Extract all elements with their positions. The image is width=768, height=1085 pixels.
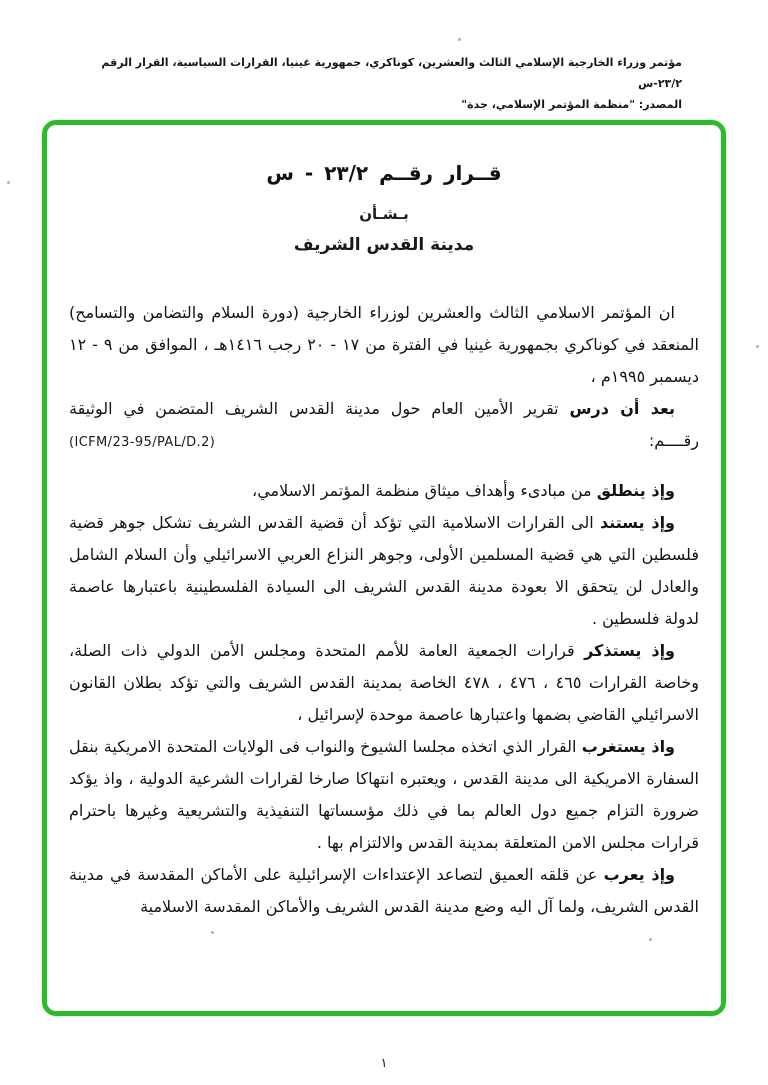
scan-speck (458, 38, 461, 41)
paragraph-lead: وإذ يستند (599, 513, 675, 532)
paragraph-lead: بعد أن درس (569, 399, 676, 418)
paragraph-text: قرارات الجمعية العامة للأمم المتحدة ومجلس الأمن الدولي ذات الصلة، وخاصة القرارات ٤٦٥ ، ٤٧٦ ، ٤٧٨ الخاصة بمدينة القدس الشريف والتي تؤكد بطلان القانون الاسرائيلي القاضي بضمها واعتبارها عاصمة موحدة لإسرائيل ، (69, 641, 699, 724)
resolution-title: قــرار رقــم ٢٣/٢ - س (266, 161, 502, 185)
body-paragraph (69, 635, 699, 731)
scan-speck (756, 345, 759, 348)
paragraph-lead: وإذ ينطلق (596, 481, 675, 500)
body-paragraph (69, 393, 699, 425)
resolution-body (69, 297, 699, 923)
body-paragraph (69, 507, 699, 635)
reference-label: رقــــم: (648, 431, 699, 450)
document-reference-line (69, 425, 699, 459)
scan-speck (649, 938, 652, 941)
body-paragraph (69, 475, 699, 507)
header-source-line: المصدر: "منظمة المؤتمر الإسلامي، جدة" (461, 98, 682, 111)
paragraph-text: تقرير الأمين العام حول مدينة القدس الشريف المتضمن في الوثيقة (69, 399, 570, 418)
scan-speck (7, 181, 10, 184)
body-paragraph (69, 297, 699, 393)
paragraph-lead: واذ يستغرب (581, 737, 675, 756)
body-paragraph (69, 859, 699, 923)
header-citation-line: مؤتمر وزراء الخارجية الإسلامي الثالث والعشرين، كوناكري، جمهورية غينيا، القرارات السياسية، القرار الرقم ٢٣/٢-س (101, 56, 682, 90)
paragraph-lead: وإذ يعرب (603, 865, 675, 884)
document-header (86, 52, 682, 115)
paragraph-lead: وإذ يستذكر (584, 641, 675, 660)
resolution-subject-label: بـشـأن (359, 205, 409, 223)
body-paragraph (69, 731, 699, 859)
scan-speck (211, 931, 214, 934)
resolution-subject: مدينة القدس الشريف (293, 235, 475, 255)
page-number: ١ (380, 1056, 388, 1071)
highlight-border-box (42, 120, 726, 1016)
paragraph-text: من مبادىء وأهداف ميثاق منظمة المؤتمر الاسلامي، (252, 481, 597, 500)
reference-code: (ICFM/23-95/PAL/D.2) (69, 435, 216, 450)
paragraph-text: عن قلقه العميق لتصاعد الإعتداءات الإسرائيلية على الأماكن المقدسة في مدينة القدس الشريف، ولما آل اليه وضع مدينة القدس الشريف والأماكن المقدسة الاسلامية (69, 865, 699, 916)
paragraph-text: ان المؤتمر الاسلامي الثالث والعشرين لوزراء الخارجية (دورة السلام والتضامن والتسامح) المنعقد في كوناكري بجمهورية غينيا في الفترة من ١٧ - ٢٠ رجب ١٤١٦هـ ، الموافق من ٩ - ١٢ ديسمبر ١٩٩٥م ، (69, 303, 700, 386)
paragraph-text: الى القرارات الاسلامية التي تؤكد أن قضية القدس الشريف تشكل جوهر قضية فلسطين التي هي قضية المسلمين الأولى، وجوهر النزاع العربي الاسرائيلي وأن السلام الشامل والعادل لن يتحقق الا بعودة مدينة القدس الشريف الى السيادة الفلسطينية باعتبارها عاصمة لدولة فلسطين . (69, 513, 699, 628)
paragraph-text: القرار الذي اتخذه مجلسا الشيوخ والنواب فى الولايات المتحدة الامريكية بنقل السفارة الامريكية الى مدينة القدس ، ويعتبره انتهاكا صارخا لقرارات الشرعية الدولية ، واذ يؤكد ضرورة التزام جميع دول العالم بما في ذلك مؤسساتها التنفيذية والتشريعية وغيرها باحترام قرارات مجلس الامن المتعلقة بمدينة القدس والالتزام بها . (69, 737, 699, 852)
